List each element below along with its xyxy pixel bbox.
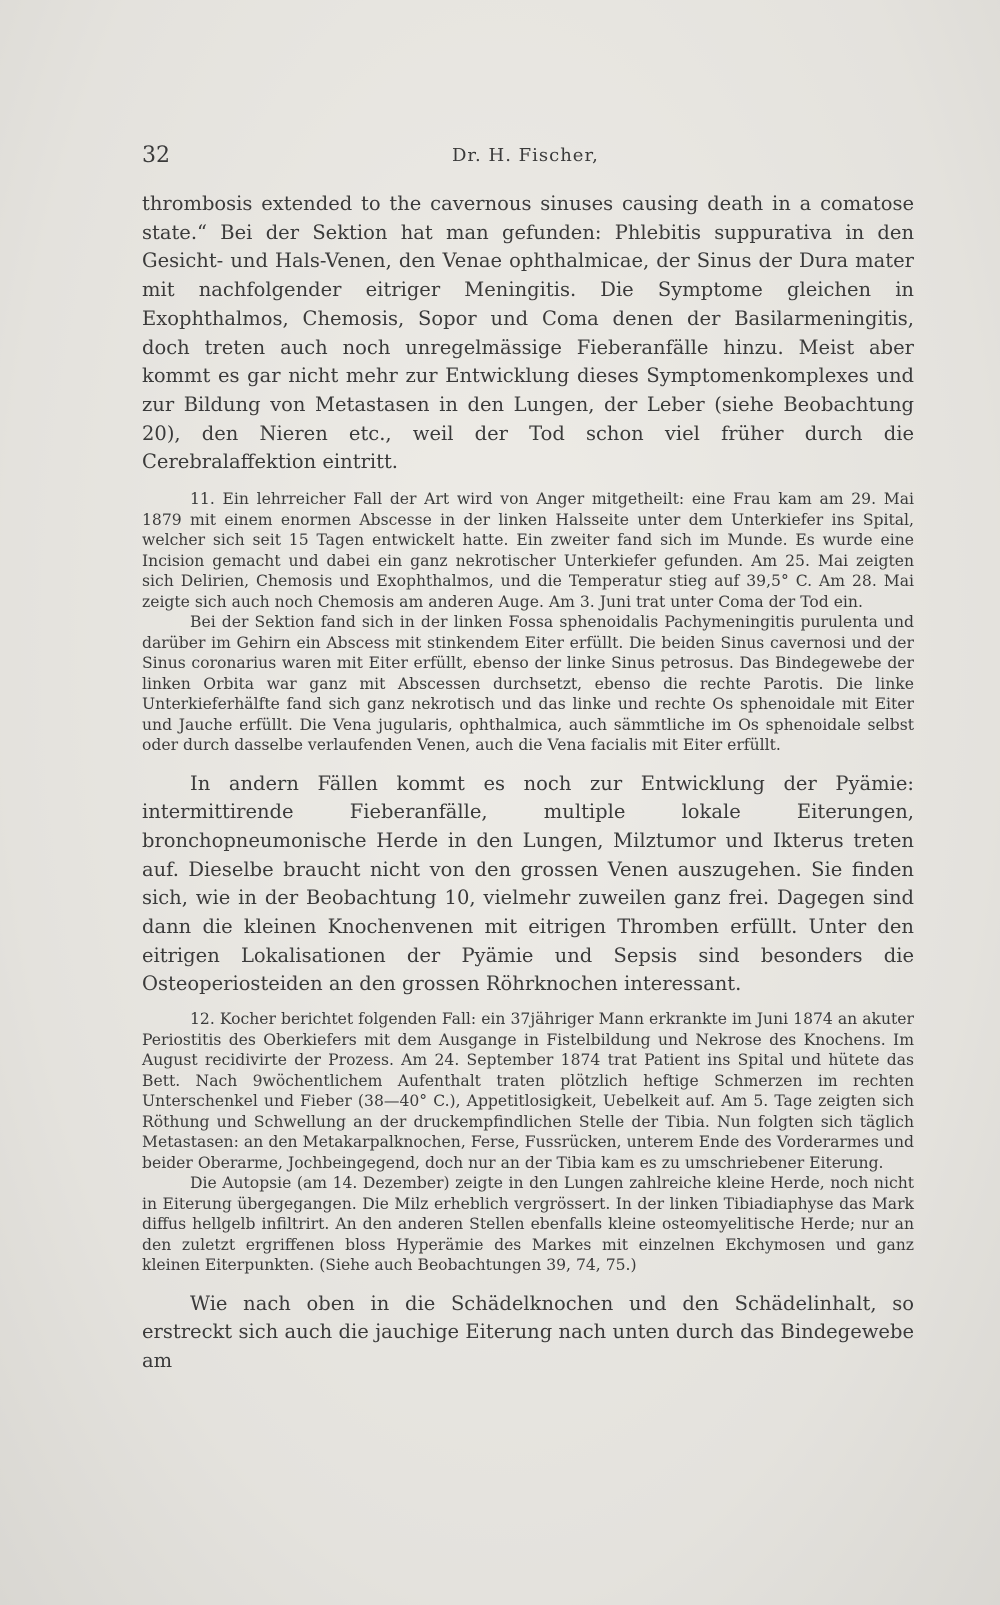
body-paragraph-1: thrombosis extended to the cavernous sinuses causing death in a comatose state.“ Bei der Sektion hat man gefunden: Phlebitis suppurativa in den Gesicht- und Hals-Venen, den Venae ophthalmicae, der Sinus der Dura mater mit nachfolgender eitriger Meningitis. Die Symptome gleichen in Exophthalmos, Chemosis, Sopor und Coma denen der Basilarmeningitis, doch treten auch noch unregelmässige Fieberanfälle hinzu. Meist aber kommt es gar nicht mehr zur Entwicklung dieses Symptomenkomplexes und zur Bildung von Metastasen in den Lungen, der Leber (siehe Beobachtung 20), den Nieren etc., weil der Tod schon viel früher durch die Cerebralaffektion eintritt. [142, 192, 914, 474]
body-paragraph-2: In andern Fällen kommt es noch zur Entwicklung der Pyämie: intermittirende Fieberanfälle, multiple lokale Eiterungen, bronchopneumonische Herde in den Lungen, Milztumor und Ikterus treten auf. Dieselbe braucht nicht von den grossen Venen auszugehen. Sie finden sich, wie in der Beobachtung 10, vielmehr zuweilen ganz frei. Dagegen sind dann die kleinen Knochenvenen mit eitrigen Thromben erfüllt. Unter den eitrigen Lokalisationen der Pyämie und Sepsis sind besonders die Osteoperiosteiden an den grossen Röhrknochen interessant. [142, 771, 914, 996]
page-number: 32 [142, 143, 170, 168]
body-paragraph-3: Wie nach oben in die Schädelknochen und den Schädelinhalt, so erstreckt sich auch die jauchige Eiterung nach unten durch das Bindegewebe am [142, 1291, 914, 1373]
case-report-11: 11. Ein lehrreicher Fall der Art wird von Anger mitgetheilt: eine Frau kam am 29. Mai 1879 mit einem enormen Abscesse in der linken Halsseite unter dem Unterkiefer ins Spital, welcher sich seit 15 Tagen entwickelt hatte. Ein zweiter fand sich im Munde. Es wurde eine Incision gemacht und dabei ein ganz nekrotischer Unterkiefer gefunden. Am 25. Mai zeigten sich Delirien, Chemosis und Exophthalmos, und die Temperatur stieg auf 39,5° C. Am 28. Mai zeigte sich auch noch Chemosis am anderen Auge. Am 3. Juni trat unter Coma der Tod ein. [142, 490, 914, 611]
running-head: Dr. H. Fischer, [452, 145, 599, 166]
page-header [142, 143, 902, 173]
case-report-11-autopsy: Bei der Sektion fand sich in der linken Fossa sphenoidalis Pachymeningitis purulenta und darüber im Gehirn ein Abscess mit stinkendem Eiter erfüllt. Die beiden Sinus cavernosi und der Sinus coronarius waren mit Eiter erfüllt, ebenso der linke Sinus petrosus. Das Bindegewebe der linken Orbita war ganz mit Abscessen durchsetzt, ebenso die rechte Parotis. Die linke Unterkieferhälfte fand sich ganz nekrotisch und das linke und rechte Os sphenoidale mit Eiter und Jauche erfüllt. Die Vena jugularis, ophthalmica, auch sämmtliche im Os sphenoidale selbst oder durch dasselbe verlaufenden Venen, auch die Vena facialis mit Eiter erfüllt. [142, 613, 914, 755]
case-report-12-autopsy: Die Autopsie (am 14. Dezember) zeigte in den Lungen zahlreiche kleine Herde, noch nicht in Eiterung übergegangen. Die Milz erheblich vergrössert. In der linken Tibiadiaphyse das Mark diffus hellgelb infiltrirt. An den anderen Stellen ebenfalls kleine osteomyelitische Herde; nur an den zuletzt ergriffenen bloss Hyperämie des Markes mit einzelnen Ekchymosen und ganz kleinen Eiterpunkten. (Siehe auch Beobachtungen 39, 74, 75.) [142, 1174, 914, 1275]
case-report-12: 12. Kocher berichtet folgenden Fall: ein 37jähriger Mann erkrankte im Juni 1874 an akuter Periostitis des Oberkiefers mit dem Ausgange in Fistelbildung und Nekrose des Knochens. Im August recidivirte der Prozess. Am 24. September 1874 trat Patient ins Spital und hütete das Bett. Nach 9wöchentlichem Aufenthalt traten plötzlich heftige Schmerzen im rechten Unterschenkel und Fieber (38—40° C.), Appetitlosigkeit, Uebelkeit auf. Am 5. Tage zeigten sich Röthung und Schwellung an der druckempfindlichen Stelle der Tibia. Nun folgten sich täglich Metastasen: an den Metakarpalknochen, Ferse, Fussrücken, unterem Ende des Vorderarmes und beider Oberarme, Jochbeingegend, doch nur an der Tibia kam es zu umschriebener Eiterung. [142, 1010, 914, 1172]
page-body [142, 190, 914, 1376]
